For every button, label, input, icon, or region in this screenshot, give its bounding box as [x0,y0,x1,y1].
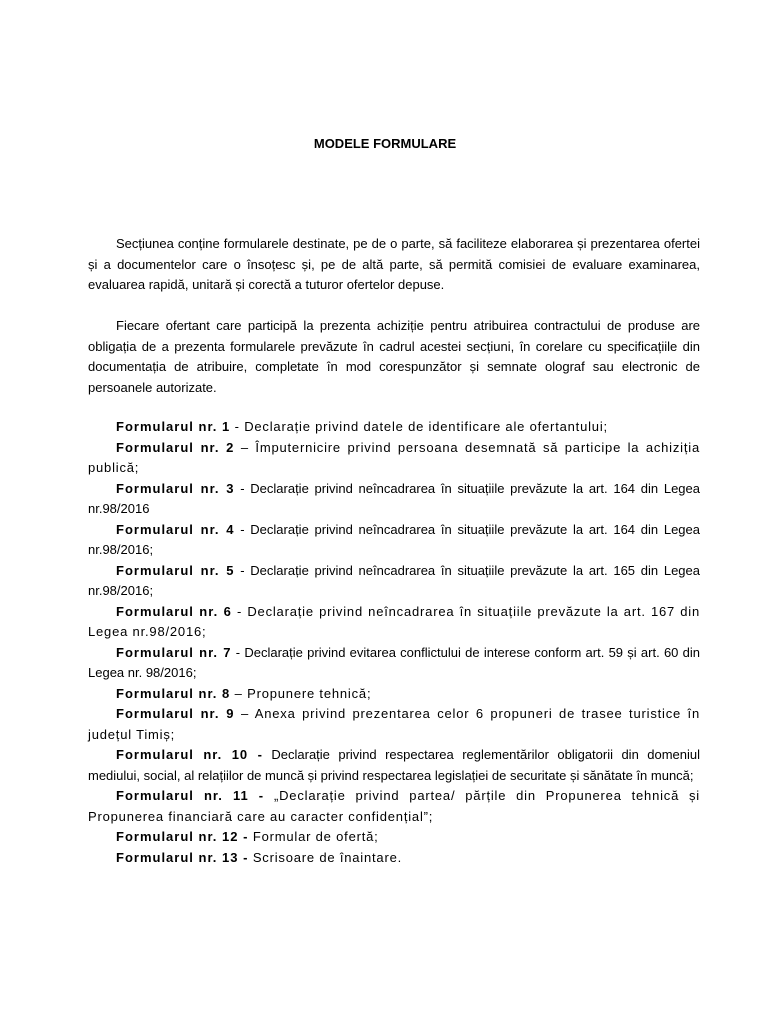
intro-paragraph-2: Fiecare ofertant care participă la prezenta achiziție pentru atribuirea contractului de produse are obligația de a prezenta formularele prevăzute în cadrul acestei secțiuni, în corelare cu specificațiile din documentația de atribuire, completate în mod corespunzător și semnate olograf sau electronic de persoanele autorizate. [88,318,700,395]
form-description: Formular de ofertă; [248,829,379,844]
form-label: Formularul nr. 6 [116,603,232,619]
form-label: Formularul nr. 2 [116,439,235,455]
form-label: Formularul nr. 12 - [116,829,249,844]
form-label: Formularul nr. 5 [116,562,235,578]
form-label: Formularul nr. 3 [116,480,235,496]
form-label: Formularul nr. 11 - [116,788,265,803]
form-label: Formularul nr. 1 [116,419,231,434]
form-description: – Împuternicire privind persoana desemnată să participe la achiziția publică; [88,439,700,475]
form-item-5 [88,561,700,602]
form-item-13 [88,848,700,869]
form-description: - Declarație privind neîncadrarea în situațiile prevăzute la art. 167 din Legea nr.98/2016; [88,603,701,639]
form-description: „Declarație privind partea/ părțile din Propunerea tehnică și Propunerea financiară care au caracter confidențial”; [88,788,700,824]
form-label: Formularul nr. 10 - [116,747,263,762]
form-item-7 [88,643,700,684]
form-item-12 [88,827,700,848]
intro-paragraph-1: Secțiunea conține formularele destinate, pe de o parte, să faciliteze elaborarea și prezentarea ofertei și a documentelor care o însoțesc și, pe de altă parte, să permită comisiei de evaluare examinarea, evaluarea rapidă, unitară și corectă a tuturor ofertelor depuse. [88,236,700,292]
form-item-9 [88,704,700,745]
form-item-2 [88,438,700,479]
form-label: Formularul nr. 13 - [116,849,249,865]
form-description: Declarație privind respectarea reglementărilor obligatorii din domeniul mediului, social, al relațiilor de muncă și privind respectarea legislației de securitate și sănătate în muncă; [88,747,701,783]
form-item-1 [88,417,700,438]
page-title: MODELE FORMULARE [313,136,457,151]
form-description: – Propunere tehnică; [230,685,372,701]
form-item-8 [88,684,700,705]
form-label: Formularul nr. 7 [116,644,232,660]
form-description: - Declarație privind datele de identificare ale ofertantului; [230,419,608,434]
form-list [88,417,700,868]
form-label: Formularul nr. 8 [116,685,231,701]
form-label: Formularul nr. 9 [116,706,235,721]
form-description: - Declarație privind evitarea conflictului de interese conform art. 59 și art. 60 din Legea nr. 98/2016; [88,644,700,680]
form-description: - Declarație privind neîncadrarea în situațiile prevăzute la art. 165 din Legea nr.98/2016; [88,562,700,598]
form-description: – Anexa privind prezentarea celor 6 propuneri de trasee turistice în județul Timiș; [88,706,700,742]
form-description: - Declarație privind neîncadrarea în situațiile prevăzute la art. 164 din Legea nr.98/2016; [88,521,700,557]
form-item-11 [88,786,700,827]
form-description: - Declarație privind neîncadrarea în situațiile prevăzute la art. 164 din Legea nr.98/2016 [88,480,700,516]
form-item-10 [88,745,700,786]
form-item-4 [88,520,700,561]
form-item-3 [88,479,700,520]
form-item-6 [88,602,700,643]
form-label: Formularul nr. 4 [116,521,235,537]
form-description: Scrisoare de înaintare. [248,849,403,865]
